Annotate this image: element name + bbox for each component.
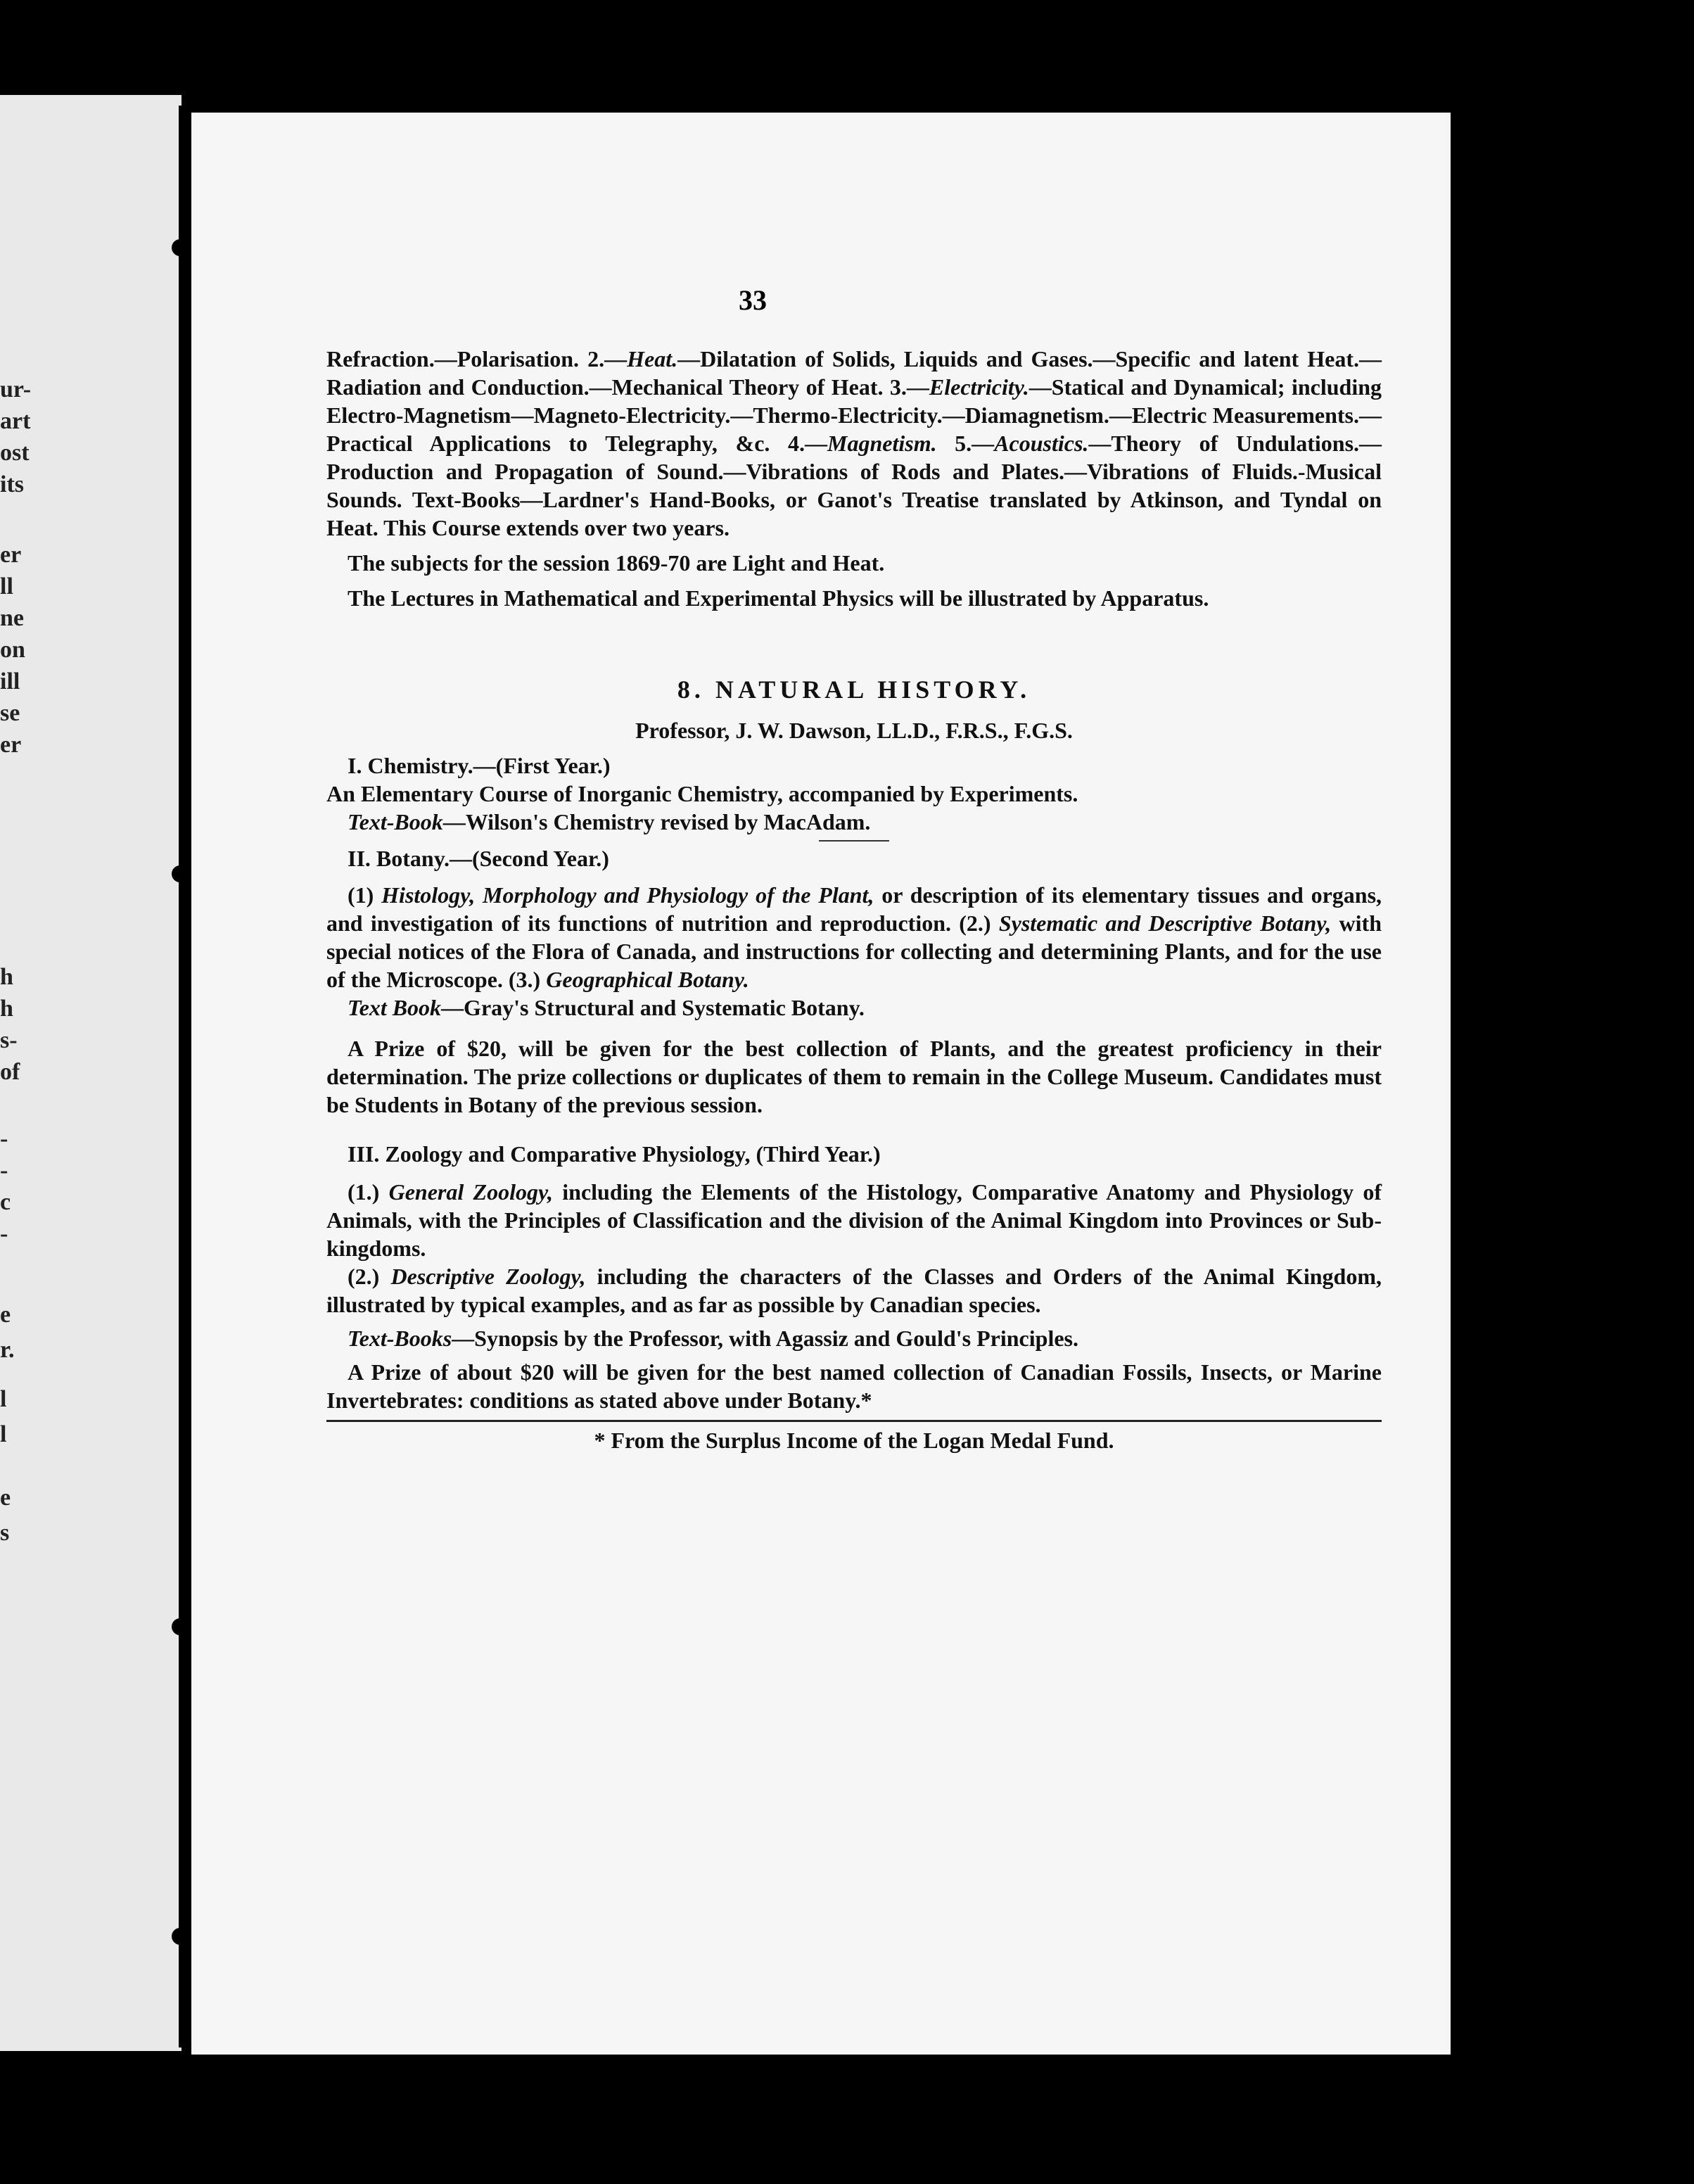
session-subjects: The subjects for the session 1869-70 are Light and Heat. <box>348 550 885 576</box>
italic-run: General Zoology, <box>388 1179 553 1205</box>
binding-stitch <box>172 239 189 256</box>
chemistry-textbook <box>326 808 1382 836</box>
left-page-fragment: ll <box>0 573 13 599</box>
left-page-fragment: s- <box>0 1027 18 1053</box>
textbook-label: Text Book <box>348 995 442 1020</box>
text-run: including the Elements of the Histology, Comparative Anatomy and Physiology of Animals, with the Principles of Classification and the division of the Animal Kingdom into Provinces or Sub-kingdoms. <box>326 1179 1382 1261</box>
botany-textbook <box>326 993 1382 1022</box>
binding-stitch <box>172 1618 189 1635</box>
left-page-fragment: - <box>0 1221 8 1247</box>
zoology-general <box>326 1178 1382 1262</box>
binding-thread <box>170 106 190 2048</box>
text-run: (1) <box>348 882 382 908</box>
left-page-edge <box>0 95 182 2051</box>
text-run: —Gray's Structural and Systematic Botany. <box>441 995 865 1020</box>
left-page-fragment: of <box>0 1059 20 1085</box>
chemistry-title: I. Chemistry.—(First Year.) <box>348 753 611 778</box>
left-page-fragment: er <box>0 732 22 758</box>
left-page-fragment: s <box>0 1520 10 1546</box>
document-page <box>191 113 1451 2055</box>
text-run: —Statical and Dynamical; including Electro-Magnetism—Magneto-Electricity.—Thermo-Electricity.—Diamagnetism.—Electric Measurements.—Practical Applications to Telegraphy, &c. 4.— <box>326 374 1382 456</box>
left-page-fragment: h <box>0 964 13 990</box>
zoology-textbooks <box>326 1324 1382 1352</box>
botany-prize: A Prize of $20, will be given for the best collection of Plants, and the greatest proficiency in their determination. The prize collections or duplicates of them to remain in the College Museum. Candidates must be Students in Botany of the previous session. <box>326 1036 1382 1117</box>
left-page-fragment: se <box>0 700 20 726</box>
textbook-label: Text-Books <box>348 1326 452 1351</box>
divider <box>819 840 889 842</box>
left-page-fragment: l <box>0 1386 7 1412</box>
physics-paragraph <box>326 345 1382 542</box>
left-page-fragment: ur- <box>0 376 32 402</box>
left-page-fragment: on <box>0 637 25 663</box>
binding-line <box>179 106 182 2048</box>
left-page-fragment: er <box>0 542 22 568</box>
acoustics-label: Acoustics. <box>994 431 1089 456</box>
italic-run: Geographical Botany. <box>546 967 749 992</box>
footnote-rule <box>326 1420 1382 1422</box>
zoology-descriptive <box>326 1262 1382 1319</box>
text-run: or description of its elementary tissues and organs, and investigation of its functions of nutrition and reproduction. (2.) <box>326 882 1382 936</box>
heat-label: Heat. <box>627 346 678 372</box>
text-run: —Theory of Undulations.—Production and Propagation of Sound.—Vibrations of Rods and Plates.—Vibrations of Fluids.-Musical Sounds. Text-Books—Lardner's Hand-Books, or Ganot's Treatise translated by Atkinson, and Tyndal on Heat. This Course extends over two years. <box>326 431 1382 540</box>
italic-run: Histology, Morphology and Physiology of the Plant, <box>381 882 874 908</box>
left-page-fragment: its <box>0 471 24 497</box>
left-page-fragment: h <box>0 996 13 1022</box>
text-run: —Synopsis by the Professor, with Agassiz and Gould's Principles. <box>452 1326 1078 1351</box>
italic-run: Systematic and Descriptive Botany, <box>998 910 1332 936</box>
botany-title: II. Botany.—(Second Year.) <box>348 846 609 871</box>
text-run: —Wilson's Chemistry revised by MacAdam. <box>442 809 871 834</box>
electricity-label: Electricity. <box>929 374 1029 400</box>
section-heading: 8. NATURAL HISTORY. <box>677 675 1031 704</box>
text-run: with special notices of the Flora of Canada, and instructions for collecting and determining Plants, and for the use of the Microscope. (3.) <box>326 910 1382 992</box>
botany-description <box>326 881 1382 993</box>
zoology-title: III. Zoology and Comparative Physiology, (Third Year.) <box>348 1141 881 1167</box>
binding-stitch <box>172 865 189 882</box>
textbook-label: Text-Book <box>348 809 443 834</box>
left-page-fragment: r. <box>0 1337 15 1363</box>
left-page-fragment: - <box>0 1157 8 1183</box>
binding-stitch <box>172 1928 189 1945</box>
left-page-fragment: e <box>0 1302 11 1328</box>
magnetism-label: Magnetism. <box>827 431 937 456</box>
left-page-fragment: l <box>0 1421 7 1447</box>
page-number: 33 <box>739 284 767 316</box>
text-run: (1.) <box>348 1179 389 1205</box>
italic-run: Descriptive Zoology, <box>390 1264 586 1289</box>
text-run: including the characters of the Classes and Orders of the Animal Kingdom, illustrated by typical examples, and as far as possible by Canadian species. <box>326 1264 1382 1317</box>
left-page-fragment: ost <box>0 440 30 466</box>
text-run: 5.— <box>936 431 995 456</box>
left-page-fragment: ne <box>0 605 24 631</box>
apparatus-note: The Lectures in Mathematical and Experimental Physics will be illustrated by Apparatus. <box>348 585 1209 611</box>
professor-line: Professor, J. W. Dawson, LL.D., F.R.S., F.G.S. <box>635 718 1073 743</box>
footnote: * From the Surplus Income of the Logan Medal Fund. <box>594 1428 1114 1453</box>
chemistry-description: An Elementary Course of Inorganic Chemistry, accompanied by Experiments. <box>326 781 1078 806</box>
left-page-fragment: ill <box>0 668 20 694</box>
text-run: Refraction.—Polarisation. 2.— <box>326 346 628 372</box>
page-text <box>326 345 1382 1454</box>
zoology-prize: A Prize of about $20 will be given for the best named collection of Canadian Fossils, Insects, or Marine Invertebrates: conditions as stated above under Botany.* <box>326 1359 1382 1413</box>
left-page-fragment: art <box>0 408 31 434</box>
text-run: —Dilatation of Solids, Liquids and Gases.—Specific and latent Heat.—Radiation and Conduction.—Mechanical Theory of Heat. 3.— <box>326 346 1382 400</box>
left-page-fragment: c <box>0 1189 11 1215</box>
left-page-fragment: e <box>0 1485 11 1511</box>
left-page-fragment: - <box>0 1126 8 1152</box>
text-run: (2.) <box>348 1264 391 1289</box>
